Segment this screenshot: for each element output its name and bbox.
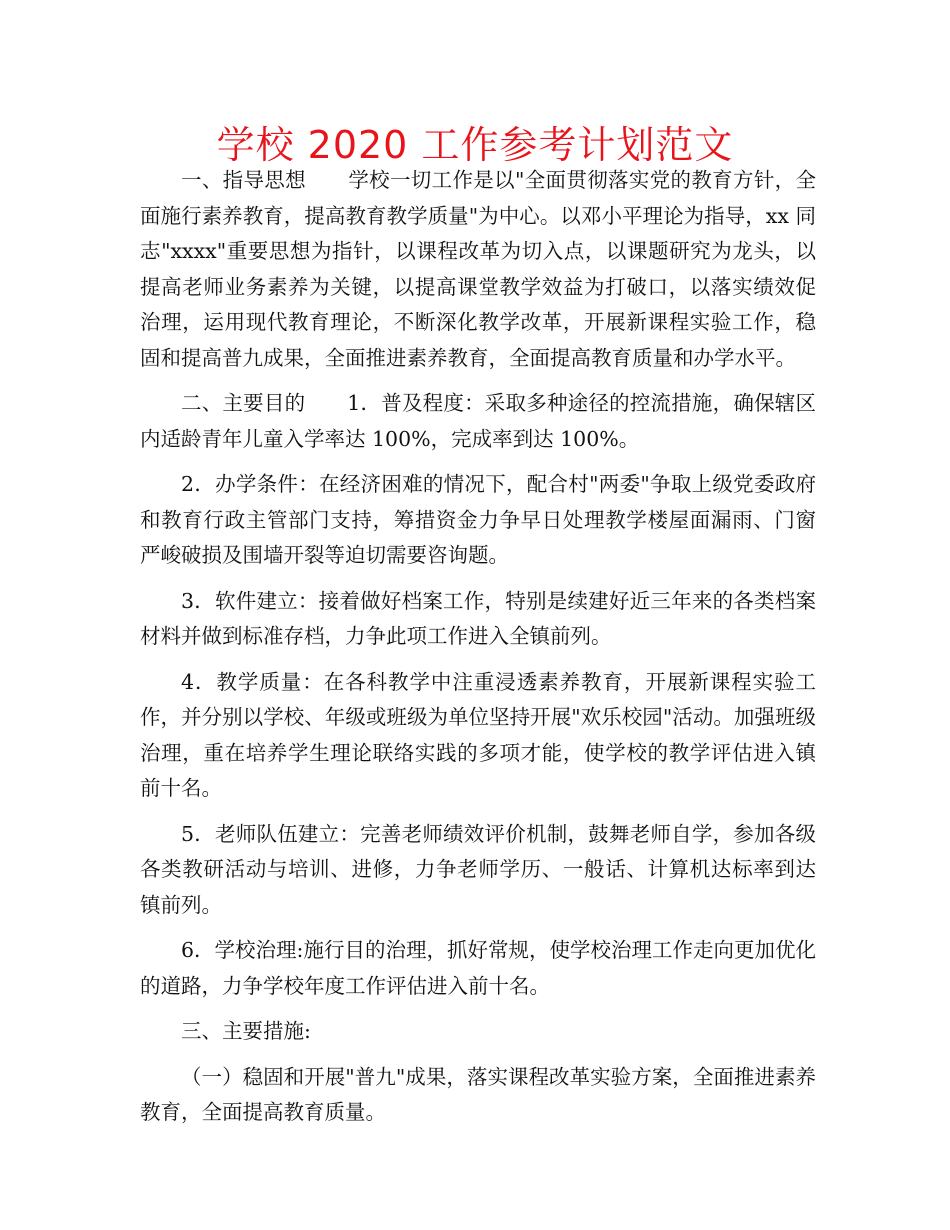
section-heading: 三、主要措施: — [181, 1019, 311, 1043]
paragraph-text: 4．教学质量：在各科教学中注重浸透素养教育，开展新课程实验工作，并分别以学校、年级或班级为单位坚持开展"欢乐校园"活动。加强班级治理，重在培养学生理论联络实践的多项才能，使学校的教学评估进入镇前十名。 — [140, 669, 816, 800]
paragraph-school-management — [140, 933, 816, 1004]
paragraph-text: 6．学校治理:施行目的治理，抓好常规，使学校治理工作走向更加优化的道路，力争学校年度工作评估进入前十名。 — [140, 938, 816, 998]
paragraph-measure-one — [140, 1060, 816, 1131]
paragraph-text: 学校一切工作是以"全面贯彻落实党的教育方针，全面施行素养教育，提高教育教学质量"为中心。以邓小平理论为指导，xx 同志"xxxx"重要思想为指针，以课程改革为切入点，以课题研究为龙头，以提高老师业务素养为关键，以提高课堂教学效益为打破口，以落实绩效促治理，运用现代教育理论，不断深化教学改革，开展新课程实验工作，稳固和提高普九成果，全面推进素养教育，全面提高教育质量和办学水平。 — [140, 168, 816, 370]
section-heading: 一、指导思想 — [181, 168, 306, 192]
paragraph-software-building — [140, 584, 816, 655]
paragraph-guiding-ideology — [140, 163, 816, 376]
paragraph-main-goals — [140, 386, 816, 457]
paragraph-teacher-team — [140, 817, 816, 924]
paragraph-school-conditions — [140, 467, 816, 574]
paragraph-text: 5．老师队伍建立：完善老师绩效评价机制，鼓舞老师自学，参加各级各类教研活动与培训、进修，力争老师学历、一般话、计算机达标率到达镇前列。 — [140, 821, 816, 917]
paragraph-teaching-quality — [140, 665, 816, 807]
document-title: 学校 2020 工作参考计划范文 — [216, 123, 734, 167]
document-body — [140, 163, 816, 1131]
paragraph-main-measures-heading — [140, 1014, 816, 1050]
paragraph-text: 3．软件建立：接着做好档案工作，特别是续建好近三年来的各类档案材料并做到标准存档，力争此项工作进入全镇前列。 — [140, 588, 816, 648]
section-heading: 二、主要目的 — [181, 391, 306, 415]
paragraph-text: 1．普及程度：采取多种途径的控流措施，确保辖区内适龄青年儿童入学率达 100%，完成率到达 100%。 — [140, 391, 817, 451]
paragraph-text: 2．办学条件：在经济困难的情况下，配合村"两委"争取上级党委政府和教育行政主管部门支持，筹措资金力争早日处理教学楼屋面漏雨、门窗严峻破损及围墙开裂等迫切需要咨询题。 — [140, 472, 816, 567]
paragraph-text: （一）稳固和开展"普九"成果，落实课程改革实验方案，全面推进素养教育，全面提高教育质量。 — [140, 1064, 816, 1124]
